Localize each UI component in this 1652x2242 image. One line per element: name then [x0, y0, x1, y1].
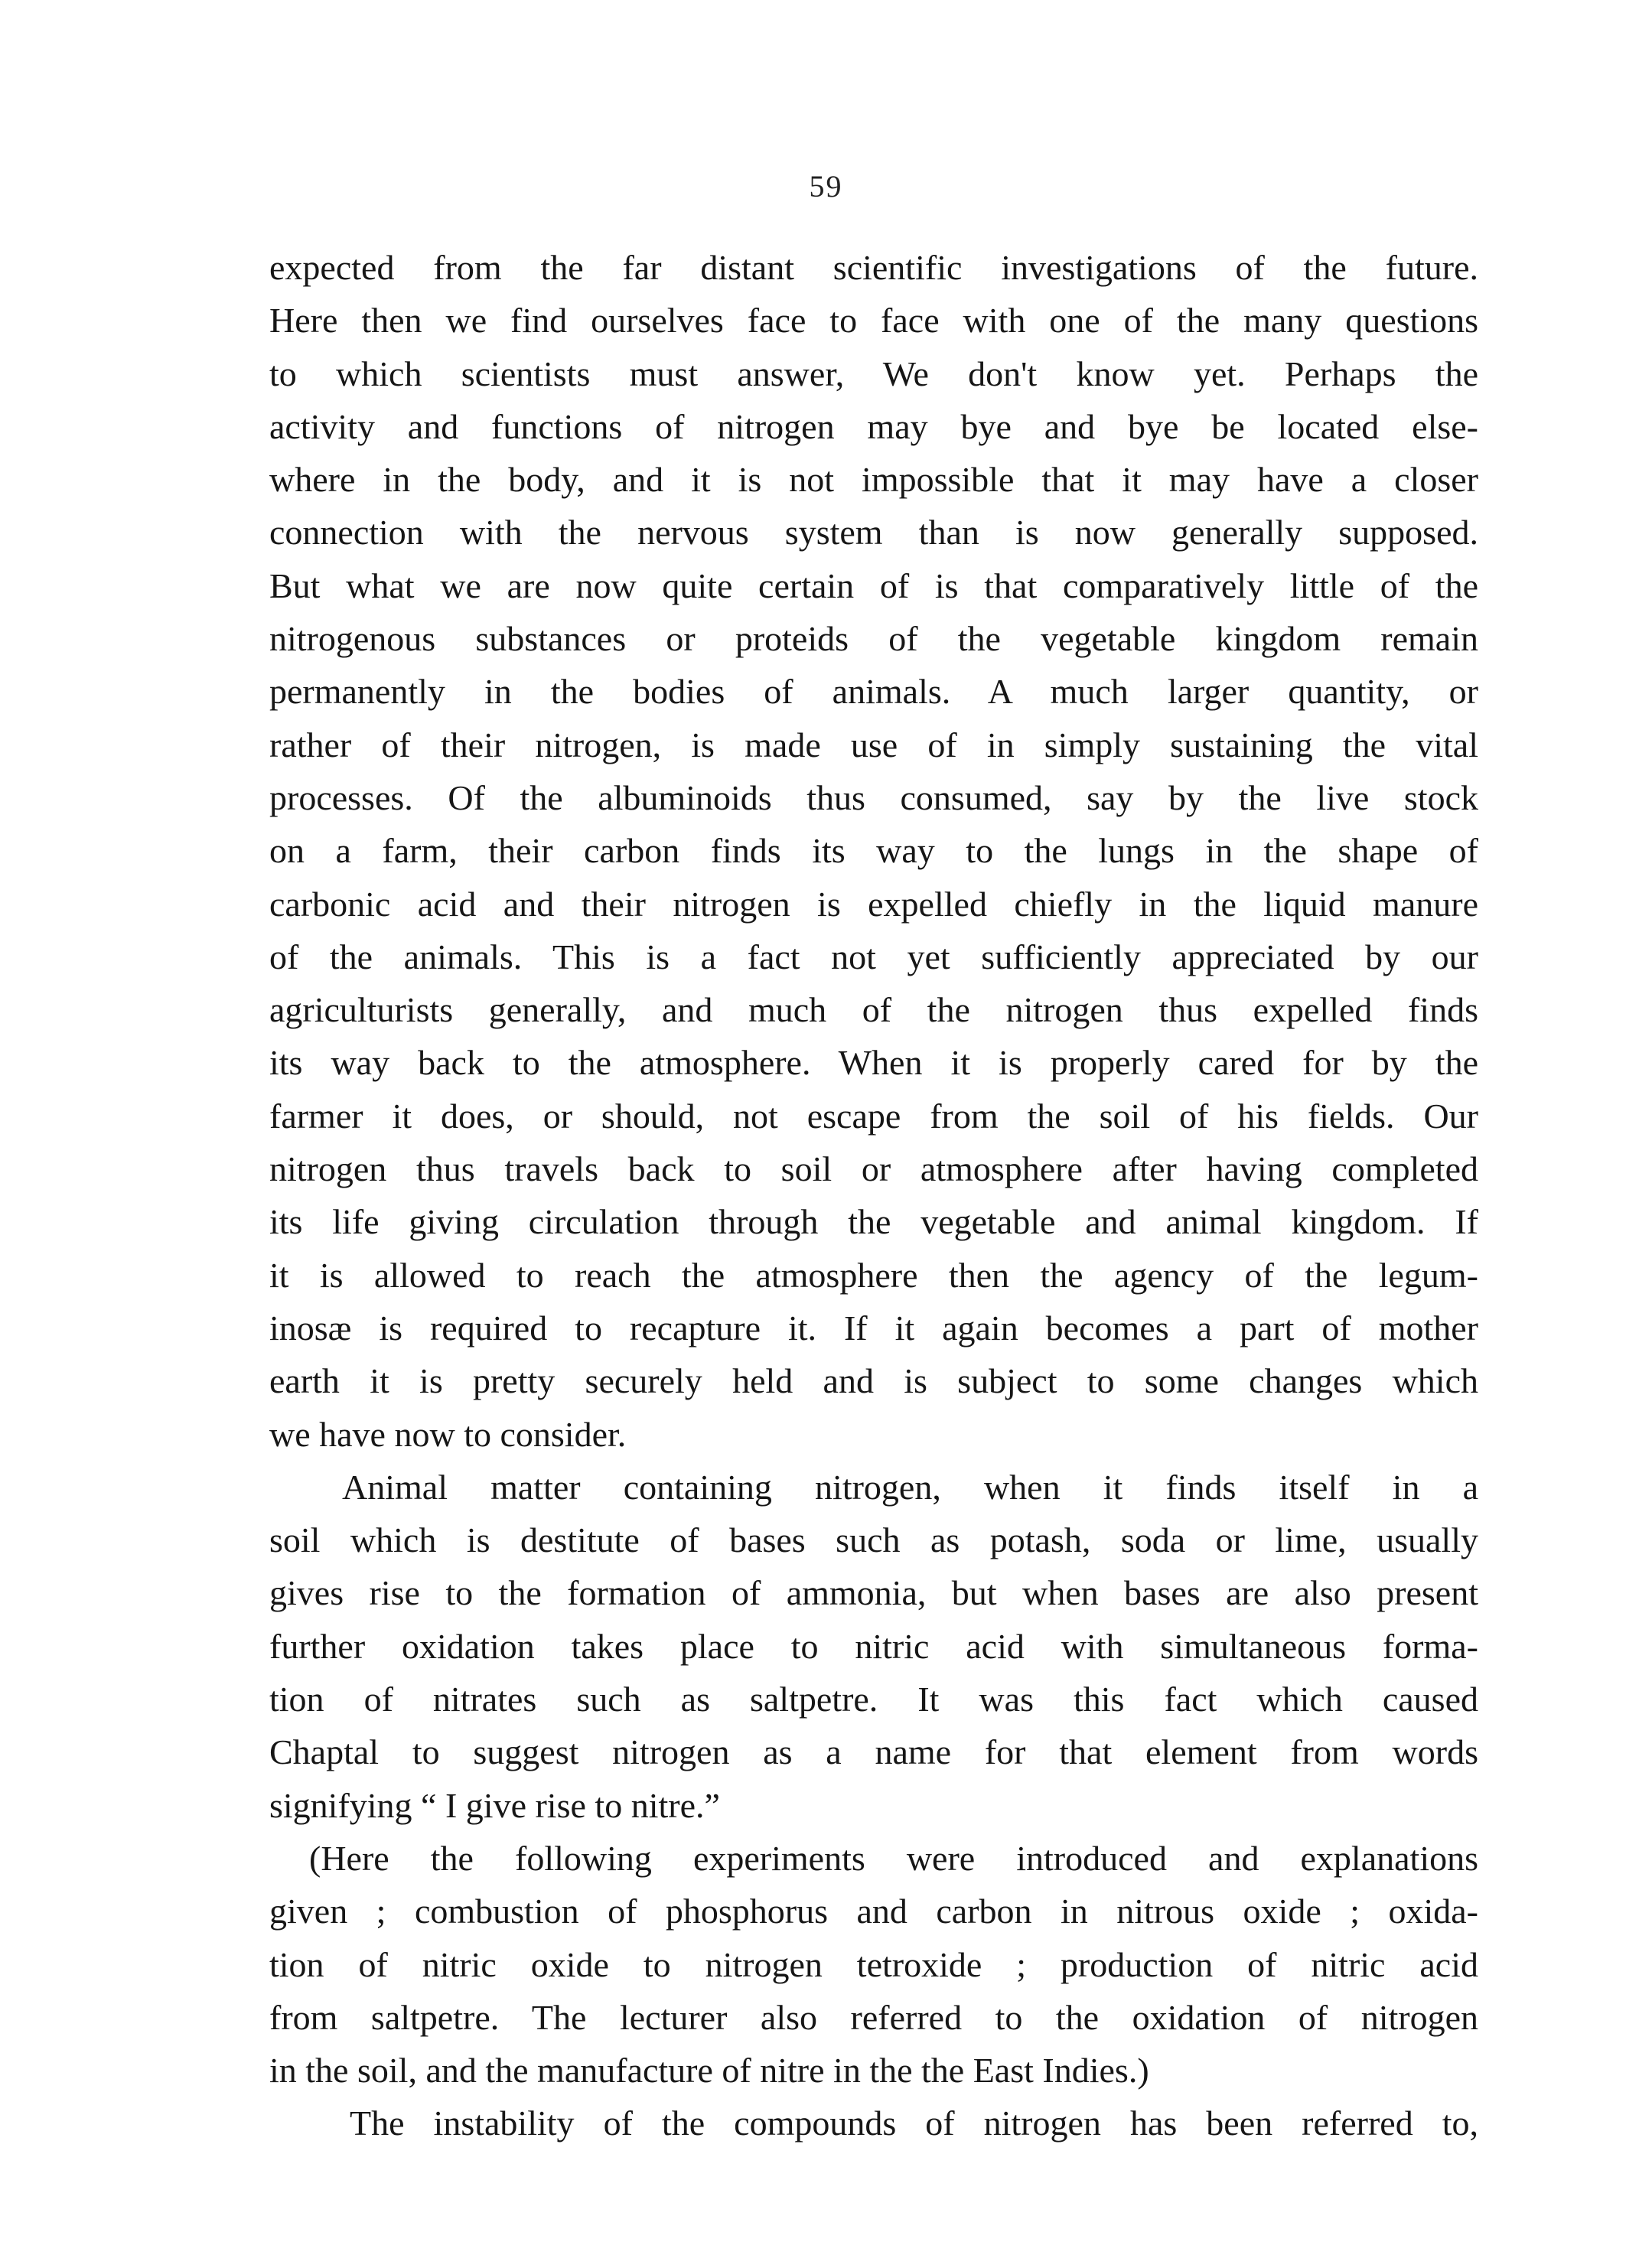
text-line: signifying “ I give rise to nitre.” — [269, 1785, 720, 1825]
text-line: earth it is pretty securely held and is subject to some changes which — [269, 1361, 1478, 1401]
text-line: nitrogenous substances or proteids of the vegetable kingdom remain — [269, 619, 1478, 659]
text-line: rather of their nitrogen, is made use of in simply sustaining the vital — [269, 725, 1478, 764]
text-line: soil which is destitute of bases such as potash, soda or lime, usually — [269, 1520, 1478, 1560]
text-line: on a farm, their carbon finds its way to the lungs in the shape of — [269, 831, 1478, 871]
text-line: permanently in the bodies of animals. A much larger quantity, or — [269, 672, 1478, 712]
paragraph-4 — [269, 2097, 1478, 2149]
text-line: processes. Of the albuminoids thus consumed, say by the live stock — [269, 777, 1478, 817]
text-line: But what we are now quite certain of is that comparatively little of the — [269, 565, 1478, 605]
text-line: Chaptal to suggest nitrogen as a name for that element from words — [269, 1732, 1478, 1772]
text-line: further oxidation takes place to nitric acid with simultaneous forma- — [269, 1626, 1478, 1666]
text-line: of the animals. This is a fact not yet sufficiently appreciated by our — [269, 937, 1478, 976]
text-line: connection with the nervous system than is now generally supposed. — [269, 513, 1478, 552]
text-line: it is allowed to reach the atmosphere then the agency of the legum- — [269, 1255, 1478, 1295]
text-line: expected from the far distant scientific investigations of the future. — [269, 248, 1478, 287]
paragraph-3 — [269, 1832, 1478, 2097]
text-line: tion of nitric oxide to nitrogen tetroxide ; production of nitric acid — [269, 1944, 1478, 1984]
text-line: nitrogen thus travels back to soil or atmosphere after having completed — [269, 1149, 1478, 1189]
text-line: activity and functions of nitrogen may bye and bye be located else- — [269, 406, 1478, 446]
text-line: where in the body, and it is not impossible that it may have a closer — [269, 460, 1478, 500]
body-text — [269, 241, 1478, 2150]
text-line: Animal matter containing nitrogen, when it finds itself in a — [342, 1467, 1478, 1507]
text-line: given ; combustion of phosphorus and carbon in nitrous oxide ; oxida- — [269, 1892, 1478, 1931]
paragraph-2 — [269, 1461, 1478, 1832]
text-line: we have now to consider. — [269, 1414, 627, 1454]
text-line: its life giving circulation through the vegetable and animal kingdom. If — [269, 1202, 1478, 1242]
paragraph-1 — [269, 241, 1478, 1461]
text-line: gives rise to the formation of ammonia, but when bases are also present — [269, 1573, 1478, 1613]
text-line: tion of nitrates such as saltpetre. It was this fact which caused — [269, 1680, 1478, 1719]
text-line: its way back to the atmosphere. When it is properly cared for by the — [269, 1043, 1478, 1083]
text-line: carbonic acid and their nitrogen is expelled chiefly in the liquid manure — [269, 884, 1478, 924]
text-line: (Here the following experiments were introduced and explanations — [309, 1838, 1478, 1878]
text-line: agriculturists generally, and much of the nitrogen thus expelled finds — [269, 990, 1478, 1030]
text-line: to which scientists must answer, We don't know yet. Perhaps the — [269, 354, 1478, 393]
text-line: from saltpetre. The lecturer also referred to the oxidation of nitrogen — [269, 1997, 1478, 2037]
text-line: inosæ is required to recapture it. If it again becomes a part of mother — [269, 1308, 1478, 1347]
page-number: 59 — [809, 169, 843, 204]
text-line: in the soil, and the manufacture of nitre in the the East Indies.) — [269, 2051, 1149, 2090]
text-line: Here then we find ourselves face to face with one of the many questions — [269, 301, 1478, 341]
text-line: The instability of the compounds of nitrogen has been referred to, — [350, 2104, 1478, 2143]
text-line: farmer it does, or should, not escape from the soil of his fields. Our — [269, 1096, 1478, 1136]
